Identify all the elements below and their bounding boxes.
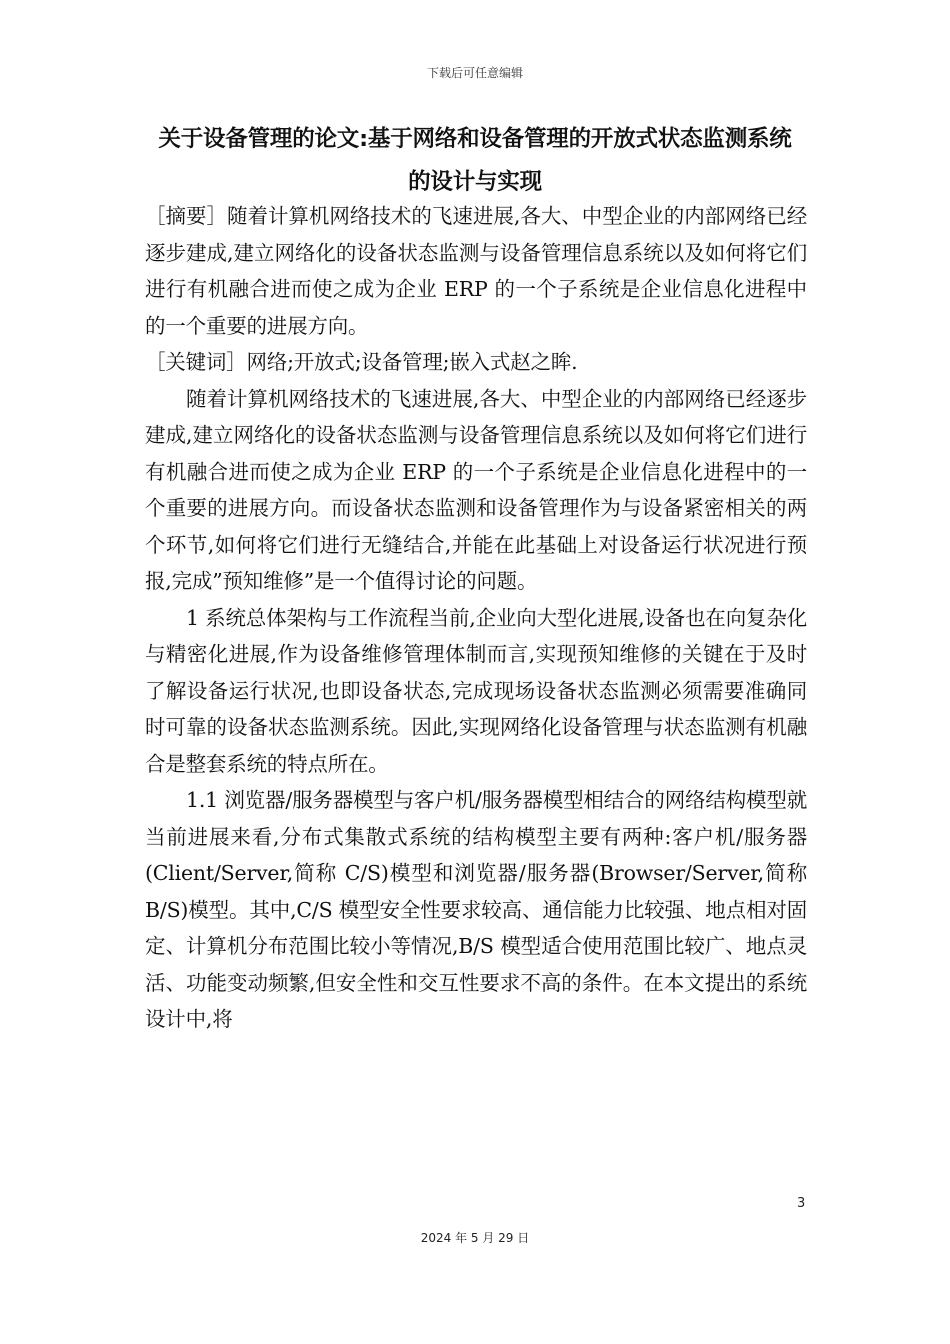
footer-date: 2024 年 5 月 29 日 bbox=[420, 1231, 530, 1245]
abstract-paragraph: ［摘要］随着计算机网络技术的飞速进展,各大、中型企业的内部网络已经逐步建成,建立网络化的设备状态监测与设备管理信息系统以及如何将它们进行有机融合进而使之成为企业 ERP 的一个子系统是企业信息化进程中的一个重要的进展方向。 bbox=[145, 204, 807, 338]
title-line-1: 关于设备管理的论文:基于网络和设备管理的开放式状态监测系统 bbox=[158, 126, 792, 152]
page-number: 3 bbox=[797, 1196, 806, 1211]
keywords-paragraph: ［关键词］网络;开放式;设备管理;嵌入式赵之眸. bbox=[145, 350, 578, 374]
body-paragraph: 1.1 浏览器/服务器模型与客户机/服务器模型相结合的网络结构模型就当前进展来看,分布式集散式系统的结构模型主要有两种:客户机/服务器(Client/Server,简称 C/S)模型和浏览器/服务器(Browser/Server,简称 B/S)模型。其中,C/S 模型安全性要求较高、通信能力比较强、地点相对固定、计算机分布范围比较小等情况,B/S 模型适合使用范围比较广、地点灵活、功能变动频繁,但安全性和交互性要求不高的条件。在本文提出的系统设计中,将 bbox=[145, 788, 807, 1031]
title-line-2: 的设计与实现 bbox=[408, 169, 542, 195]
document-title bbox=[145, 118, 805, 204]
document-body bbox=[145, 198, 807, 1038]
body-paragraph: 1 系统总体架构与工作流程当前,企业向大型化进展,设备也在向复杂化与精密化进展,作为设备维修管理体制而言,实现预知维修的关键在于及时了解设备运行状况,也即设备状态,完成现场设备状态监测必须需要准确同时可靠的设备状态监测系统。因此,实现网络化设备管理与状态监测有机融合是整套系统的特点所在。 bbox=[145, 605, 807, 776]
body-paragraph: 随着计算机网络技术的飞速进展,各大、中型企业的内部网络已经逐步建成,建立网络化的设备状态监测与设备管理信息系统以及如何将它们进行有机融合进而使之成为企业 ERP 的一个子系统是企业信息化进程中的一个重要的进展方向。而设备状态监测和设备管理作为与设备紧密相关的两个环节,如何将它们进行无缝结合,并能在此基础上对设备运行状况进行预报,完成”预知维修”是一个值得讨论的问题。 bbox=[145, 386, 807, 593]
page-header: 下载后可任意编辑 bbox=[426, 66, 523, 80]
